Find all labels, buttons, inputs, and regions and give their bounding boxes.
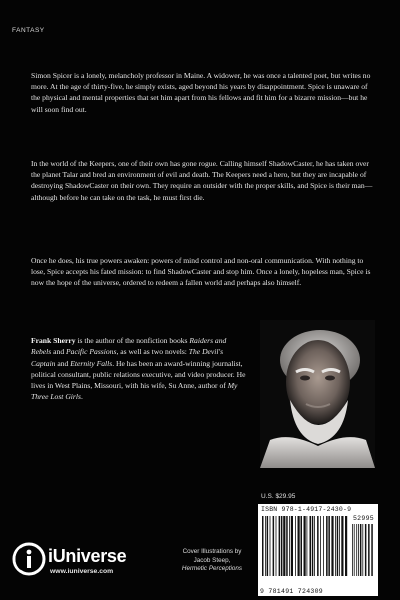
- bio-text-3: , as well as two novels:: [116, 347, 189, 357]
- blurb-paragraph-3: Once he does, his true powers awaken: powers of mind control and non-oral communication. With nothing to lose, Spice accepts his fated mission: to find ShadowCaster and stop him. Once a lonely, hopeless man, Spice is now the hope of the universe, ordered to redeem a fallen world and perhaps also himself.: [31, 256, 371, 288]
- barcode: [258, 504, 378, 596]
- publisher-url: www.iuniverse.com: [50, 568, 114, 575]
- credits-line-2: Jacob Steep,: [193, 556, 231, 564]
- book-title-3: The Devil's Captain: [31, 347, 224, 368]
- credits-line-1: Cover Illustrations by: [182, 548, 242, 555]
- bio-text-2: and: [51, 347, 67, 357]
- author-photo: [260, 320, 375, 468]
- barcode-digits: 9 781491 724309: [260, 588, 324, 595]
- publisher-name: iUniverse: [48, 546, 127, 566]
- author-name: Frank Sherry: [31, 336, 76, 345]
- book-title-1: Raiders and Rebels: [31, 336, 227, 357]
- iuniverse-logo-icon: [12, 542, 46, 576]
- genre-label: FANTASY: [12, 27, 45, 34]
- credits-line-3: Hermetic Perceptions: [181, 565, 243, 572]
- bio-text-1: is the author of the nonfiction books: [75, 336, 190, 345]
- book-title-2: Pacific Passions: [66, 347, 117, 357]
- author-bio: [31, 335, 246, 403]
- bio-text-6: .: [80, 392, 83, 402]
- bio-text-4: and: [55, 358, 71, 368]
- barcode-bars: [258, 514, 378, 586]
- bio-text-5: . He has been an award-winning journalist, political consultant, public relations executive, and video producer. He lives in West Plains, Missouri, with his wife, Su Anne, author of: [31, 358, 246, 391]
- book-title-5: My Three Lost Girls: [31, 381, 238, 402]
- publisher-logo: [12, 540, 162, 584]
- blurb-paragraph-2: In the world of the Keepers, one of their own has gone rogue. Calling himself ShadowCaster, he has taken over the planet Talar and bred an environment of evil and death. The Keepers need a hero, but they are incapable of destroying ShadowCaster on their own. They require an outsider with the proper skills, and Spice is their man—although before he can take on the task, he must first die.: [31, 159, 373, 202]
- book-title-4: Eternity Falls: [70, 358, 113, 368]
- cover-credits: [172, 548, 252, 574]
- barcode-addon-digits: 52995: [352, 515, 374, 522]
- isbn-text: ISBN 978-1-4917-2430-9: [261, 506, 352, 513]
- blurb-paragraph-1: Simon Spicer is a lonely, melancholy professor in Maine. A widower, he was once a talented poet, but writes no more. At the age of thirty-five, he simply exists, aged beyond his years by disappointment. Spice is unaware of the physical and mental properties that set him apart from his fellows and fit him for a bizarre mission—but he will soon find out.: [31, 71, 371, 114]
- price-label: U.S. $29.95: [261, 493, 296, 500]
